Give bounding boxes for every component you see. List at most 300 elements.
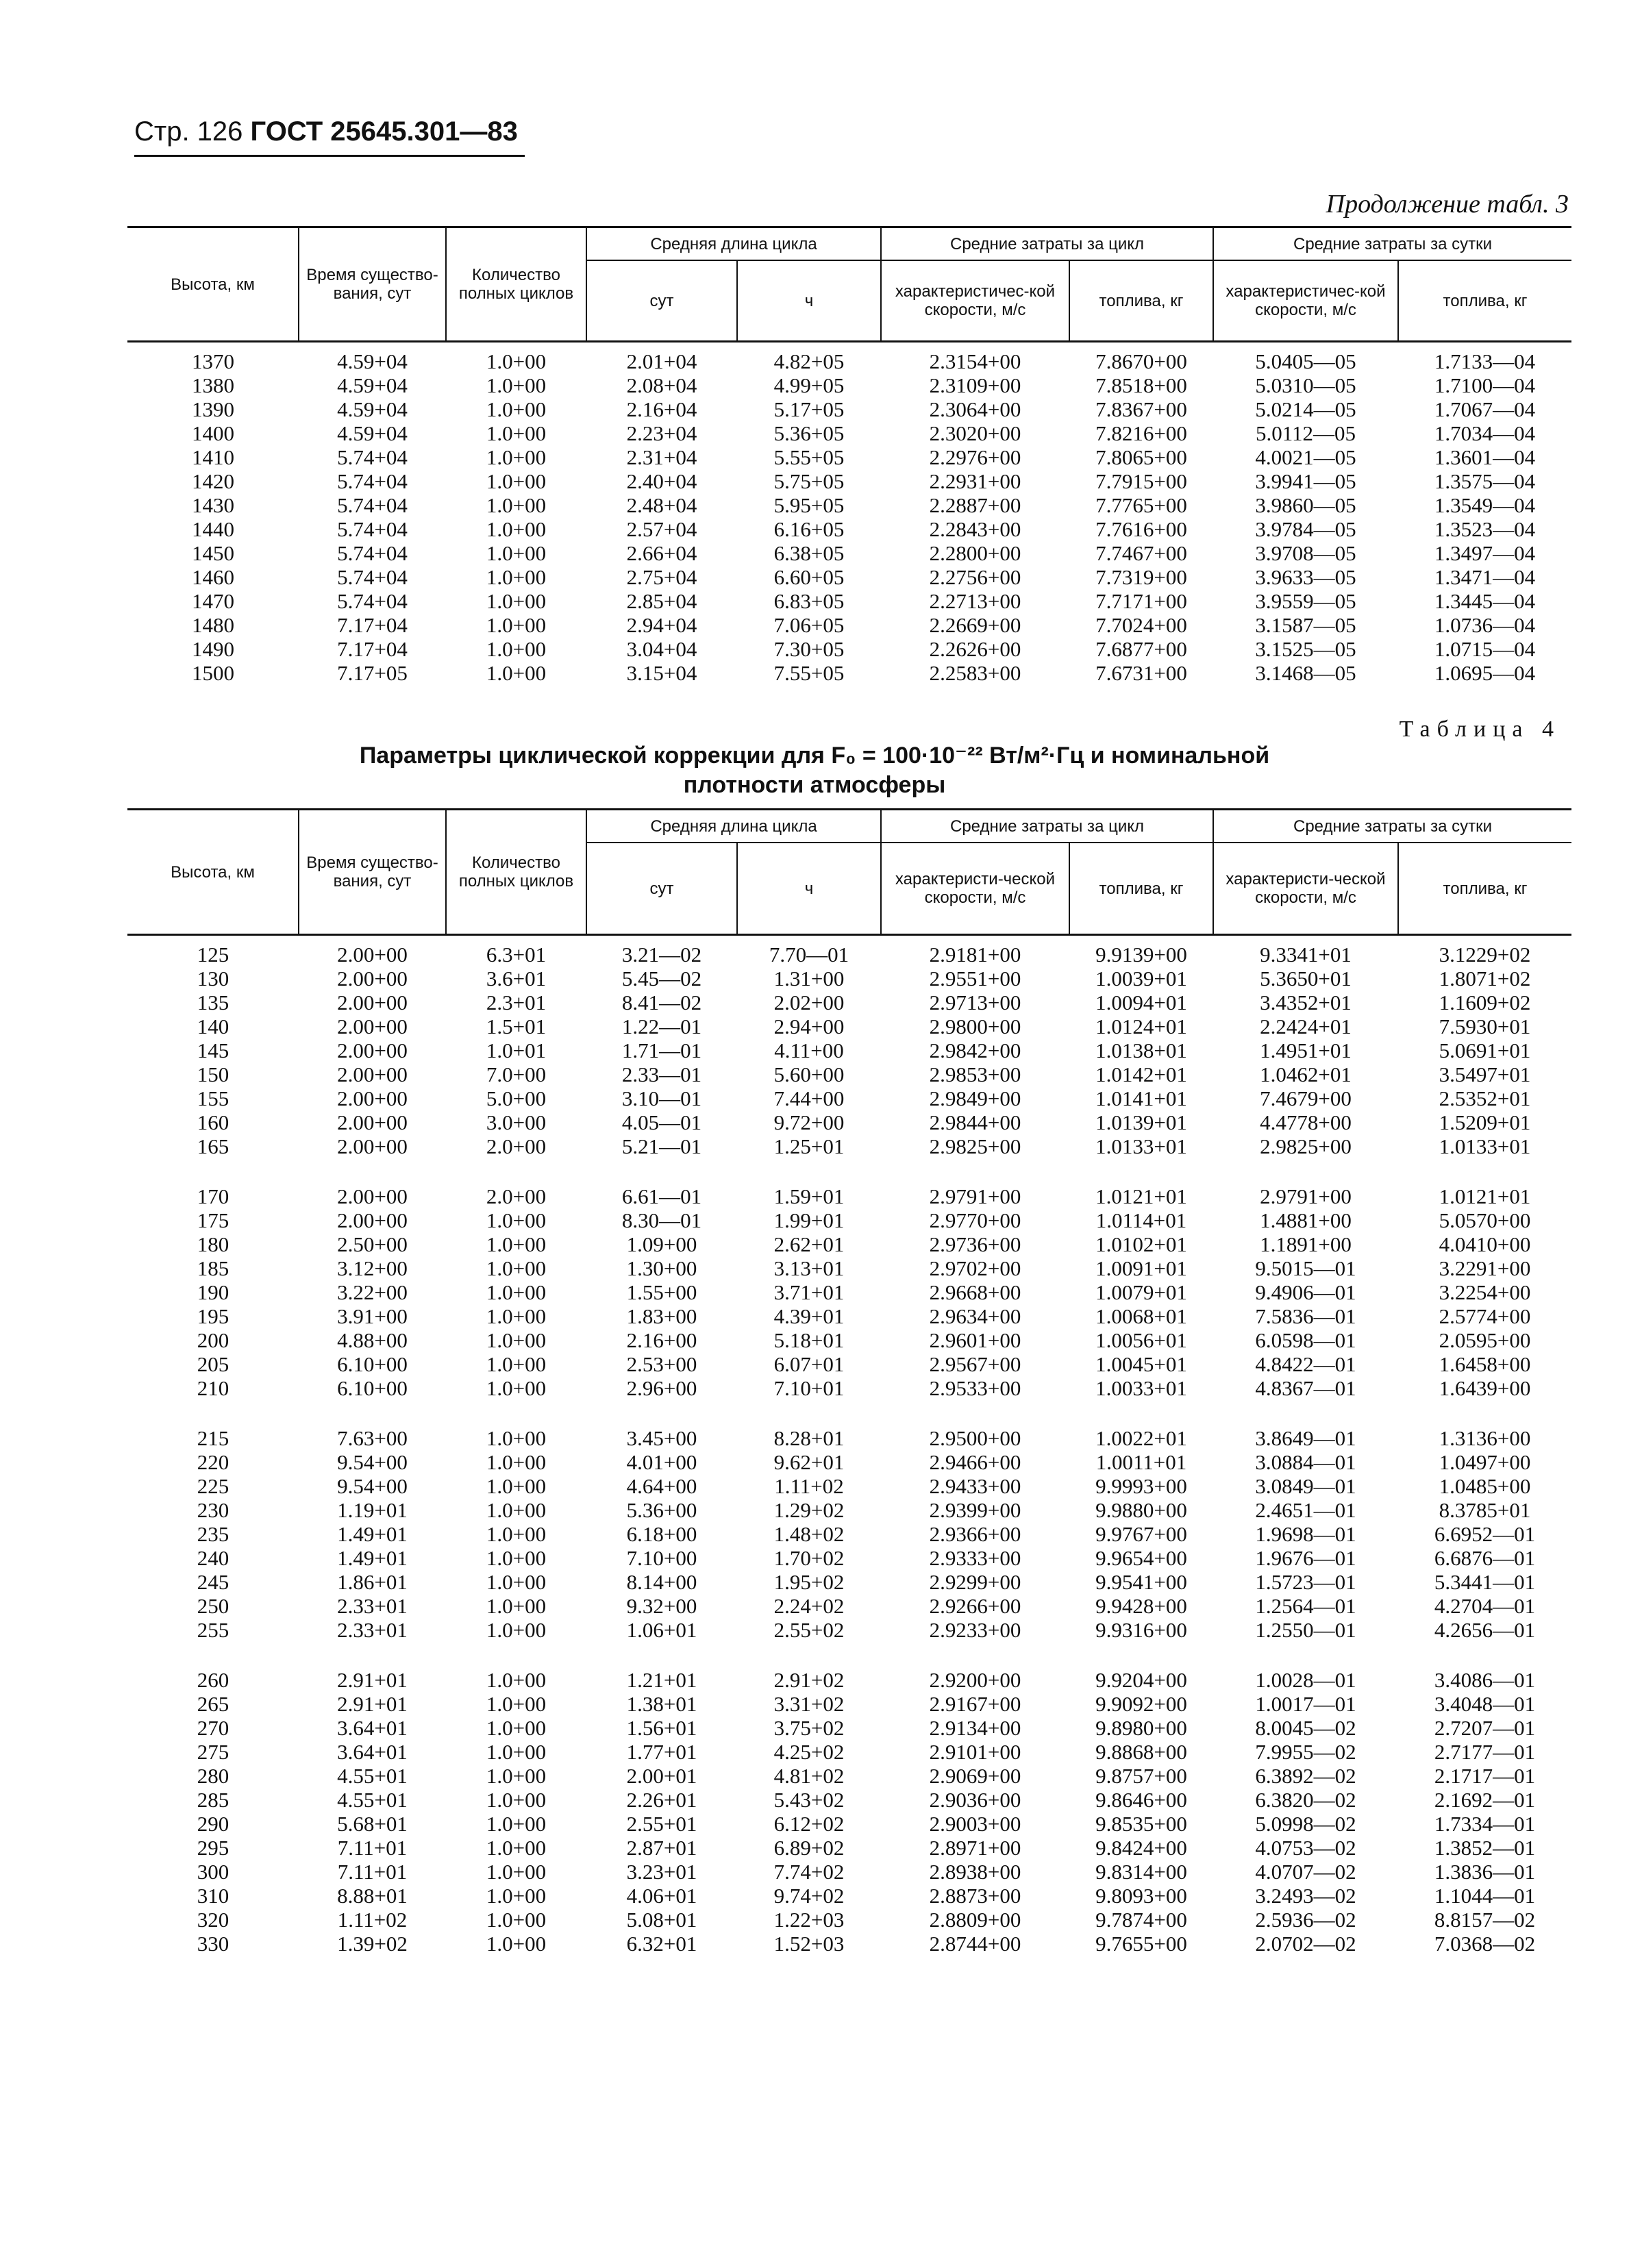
table-cell: 7.8518+00 bbox=[1095, 373, 1187, 397]
table-cell: 9.8314+00 bbox=[1095, 1860, 1187, 1884]
group-spacer bbox=[127, 1642, 1571, 1668]
table-cell: 1.0+00 bbox=[486, 565, 547, 589]
table-cell: 1.30+00 bbox=[626, 1256, 697, 1280]
table-cell: 1.0+00 bbox=[486, 661, 547, 685]
table-cell: 1.0+00 bbox=[486, 637, 547, 661]
table-cell: 2.00+00 bbox=[337, 1134, 408, 1158]
table-row bbox=[127, 1352, 1571, 1376]
table-cell: 3.0+00 bbox=[486, 1110, 547, 1134]
table-cell: 2.02+00 bbox=[773, 990, 845, 1014]
table-cell: 3.91+00 bbox=[337, 1304, 408, 1328]
table-cell: 4.55+01 bbox=[337, 1764, 408, 1788]
table-cell: 3.9633—05 bbox=[1255, 565, 1356, 589]
table-cell: 1.3575—04 bbox=[1434, 469, 1536, 493]
table-cell: 2.9702+00 bbox=[929, 1256, 1021, 1280]
table-cell: 5.0+00 bbox=[486, 1086, 547, 1110]
table-cell: 1.49+01 bbox=[337, 1546, 408, 1570]
table-cell: 2.40+04 bbox=[626, 469, 697, 493]
table-cell: 1.7100—04 bbox=[1434, 373, 1536, 397]
gost-number: ГОСТ 25645.301—83 bbox=[250, 116, 518, 147]
table-cell: 9.9092+00 bbox=[1095, 1692, 1187, 1716]
table-cell: 4.55+01 bbox=[337, 1788, 408, 1812]
table-cell: 1.0736—04 bbox=[1434, 613, 1536, 637]
table-row bbox=[127, 1498, 1571, 1522]
table-cell: 1.0+00 bbox=[486, 1328, 547, 1352]
table-cell: 1.5209+01 bbox=[1439, 1110, 1531, 1134]
table-row bbox=[127, 342, 1571, 374]
table-cell: 9.9204+00 bbox=[1095, 1668, 1187, 1692]
table-cell: 245 bbox=[197, 1570, 229, 1594]
table-cell: 1.22—01 bbox=[621, 1014, 702, 1038]
table-cell: 1.3836—01 bbox=[1434, 1860, 1536, 1884]
table-cell: 4.11+00 bbox=[774, 1038, 844, 1062]
table-cell: 1.29+02 bbox=[773, 1498, 845, 1522]
table-cell: 2.26+01 bbox=[626, 1788, 697, 1812]
col-lifetime: Время существо-вания, сут bbox=[299, 810, 446, 935]
table-cell: 2.57+04 bbox=[626, 517, 697, 541]
table-cell: 3.0849—01 bbox=[1255, 1474, 1356, 1498]
table-cell: 2.55+01 bbox=[626, 1812, 697, 1836]
table-cell: 1.0+00 bbox=[486, 589, 547, 613]
table-cell: 3.9941—05 bbox=[1255, 469, 1356, 493]
table-cell: 2.2713+00 bbox=[929, 589, 1021, 613]
table-cell: 195 bbox=[197, 1304, 229, 1328]
table-row bbox=[127, 1788, 1571, 1812]
table-cell: 5.0998—02 bbox=[1255, 1812, 1356, 1836]
table-cell: 1.0133+01 bbox=[1439, 1134, 1531, 1158]
table-cell: 1460 bbox=[192, 565, 234, 589]
table-cell: 235 bbox=[197, 1522, 229, 1546]
table-cell: 1.0+00 bbox=[486, 1304, 547, 1328]
table-cell: 6.16+05 bbox=[773, 517, 845, 541]
table-cell: 2.8809+00 bbox=[929, 1908, 1021, 1932]
table-cell: 5.74+04 bbox=[337, 589, 408, 613]
table-cell: 1.0+00 bbox=[486, 1618, 547, 1642]
table-cell: 3.0884—01 bbox=[1255, 1450, 1356, 1474]
table-cell: 7.17+05 bbox=[337, 661, 408, 685]
table-row bbox=[127, 373, 1571, 397]
table-cell: 285 bbox=[197, 1788, 229, 1812]
table-cell: 4.0021—05 bbox=[1255, 445, 1356, 469]
table-cell: 1.0+00 bbox=[486, 1716, 547, 1740]
table-cell: 9.8980+00 bbox=[1095, 1716, 1187, 1740]
table-cell: 4.2656—01 bbox=[1434, 1618, 1536, 1642]
table-cell: 5.74+04 bbox=[337, 445, 408, 469]
table-cell: 1.0+00 bbox=[486, 1570, 547, 1594]
col-hours: ч bbox=[737, 260, 881, 342]
table-cell: 1.9698—01 bbox=[1255, 1522, 1356, 1546]
col-char-speed-day: характеристичес-кой скорости, м/с bbox=[1213, 260, 1398, 342]
table-cell: 2.01+04 bbox=[626, 349, 697, 373]
table-3 bbox=[127, 226, 1571, 685]
table-row bbox=[127, 1812, 1571, 1836]
table-cell: 2.9842+00 bbox=[929, 1038, 1021, 1062]
table-row bbox=[127, 637, 1571, 661]
table-cell: 1.0+01 bbox=[486, 1038, 547, 1062]
table-cell: 7.5836—01 bbox=[1255, 1304, 1356, 1328]
col-char-speed-day: характеристи-ческой скорости, м/с bbox=[1213, 843, 1398, 935]
table-cell: 7.63+00 bbox=[337, 1426, 408, 1450]
table-cell: 1.0+00 bbox=[486, 349, 547, 373]
table-row bbox=[127, 967, 1571, 990]
table-cell: 1.0+00 bbox=[486, 397, 547, 421]
table-cell: 7.10+01 bbox=[773, 1376, 845, 1400]
table-cell: 3.9784—05 bbox=[1255, 517, 1356, 541]
table-cell: 1.06+01 bbox=[626, 1618, 697, 1642]
table-cell: 4.0707—02 bbox=[1255, 1860, 1356, 1884]
table-cell: 2.2931+00 bbox=[929, 469, 1021, 493]
table-cell: 1.11+02 bbox=[337, 1908, 408, 1932]
table-cell: 4.05—01 bbox=[621, 1110, 702, 1134]
table-cell: 3.10—01 bbox=[621, 1086, 702, 1110]
table-cell: 2.48+04 bbox=[626, 493, 697, 517]
table-cell: 5.74+04 bbox=[337, 469, 408, 493]
table-cell: 2.00+00 bbox=[337, 990, 408, 1014]
table-cell: 1.3497—04 bbox=[1434, 541, 1536, 565]
table-cell: 2.91+01 bbox=[337, 1692, 408, 1716]
table-row bbox=[127, 1062, 1571, 1086]
table-row bbox=[127, 445, 1571, 469]
table-cell: 255 bbox=[197, 1618, 229, 1642]
table-row bbox=[127, 1304, 1571, 1328]
table-cell: 1.0141+01 bbox=[1095, 1086, 1187, 1110]
table-cell: 2.9825+00 bbox=[929, 1134, 1021, 1158]
table-cell: 5.74+04 bbox=[337, 541, 408, 565]
table-cell: 1.0102+01 bbox=[1095, 1232, 1187, 1256]
table-cell: 1.0+00 bbox=[486, 469, 547, 493]
table-row bbox=[127, 661, 1571, 685]
table-cell: 185 bbox=[197, 1256, 229, 1280]
table-row bbox=[127, 493, 1571, 517]
table-cell: 2.9003+00 bbox=[929, 1812, 1021, 1836]
table-row bbox=[127, 1522, 1571, 1546]
table-cell: 2.9800+00 bbox=[929, 1014, 1021, 1038]
table-cell: 6.07+01 bbox=[773, 1352, 845, 1376]
table-cell: 1.0068+01 bbox=[1095, 1304, 1187, 1328]
table-cell: 9.54+00 bbox=[337, 1474, 408, 1498]
table-row bbox=[127, 541, 1571, 565]
table-cell: 1.0+00 bbox=[486, 613, 547, 637]
table-cell: 2.91+02 bbox=[773, 1668, 845, 1692]
table-row bbox=[127, 1256, 1571, 1280]
table-cell: 2.31+04 bbox=[626, 445, 697, 469]
page-header bbox=[134, 116, 545, 147]
table-cell: 1.0+00 bbox=[486, 421, 547, 445]
table-cell: 9.9541+00 bbox=[1095, 1570, 1187, 1594]
table-cell: 1.2550—01 bbox=[1255, 1618, 1356, 1642]
table-cell: 6.12+02 bbox=[773, 1812, 845, 1836]
table-cell: 1.0142+01 bbox=[1095, 1062, 1187, 1086]
table-cell: 1.0094+01 bbox=[1095, 990, 1187, 1014]
table-cell: 270 bbox=[197, 1716, 229, 1740]
table-row bbox=[127, 935, 1571, 967]
table-cell: 2.9466+00 bbox=[929, 1450, 1021, 1474]
table-cell: 2.0+00 bbox=[486, 1184, 547, 1208]
table-cell: 7.44+00 bbox=[773, 1086, 845, 1110]
table-cell: 5.21—01 bbox=[621, 1134, 702, 1158]
table-cell: 1.3523—04 bbox=[1434, 517, 1536, 541]
table-cell: 145 bbox=[197, 1038, 229, 1062]
table-cell: 265 bbox=[197, 1692, 229, 1716]
table-cell: 1.0121+01 bbox=[1095, 1184, 1187, 1208]
table-cell: 300 bbox=[197, 1860, 229, 1884]
table-cell: 6.3+01 bbox=[486, 943, 547, 967]
table-cell: 2.9713+00 bbox=[929, 990, 1021, 1014]
table-cell: 3.64+01 bbox=[337, 1716, 408, 1740]
table-cell: 5.0691+01 bbox=[1439, 1038, 1531, 1062]
table-cell: 1.9676—01 bbox=[1255, 1546, 1356, 1570]
table-cell: 9.74+02 bbox=[773, 1884, 845, 1908]
table-row bbox=[127, 1740, 1571, 1764]
table-cell: 9.62+01 bbox=[773, 1450, 845, 1474]
table-cell: 1480 bbox=[192, 613, 234, 637]
table-cell: 1430 bbox=[192, 493, 234, 517]
table-cell: 2.00+00 bbox=[337, 1208, 408, 1232]
table-cell: 7.8367+00 bbox=[1095, 397, 1187, 421]
table-cell: 7.7915+00 bbox=[1095, 469, 1187, 493]
table-cell: 3.6+01 bbox=[486, 967, 547, 990]
table-cell: 2.16+00 bbox=[626, 1328, 697, 1352]
group-spacer bbox=[127, 1400, 1571, 1426]
table-cell: 2.2756+00 bbox=[929, 565, 1021, 589]
table-cell: 9.8646+00 bbox=[1095, 1788, 1187, 1812]
table-cell: 2.9069+00 bbox=[929, 1764, 1021, 1788]
table-cell: 3.1587—05 bbox=[1255, 613, 1356, 637]
table-cell: 7.8670+00 bbox=[1095, 349, 1187, 373]
table-row bbox=[127, 1668, 1571, 1692]
table-cell: 1.0+00 bbox=[486, 1376, 547, 1400]
table-cell: 2.9266+00 bbox=[929, 1594, 1021, 1618]
table-cell: 2.85+04 bbox=[626, 589, 697, 613]
table-cell: 1.0+00 bbox=[486, 1352, 547, 1376]
table-row bbox=[127, 1014, 1571, 1038]
table-row bbox=[127, 421, 1571, 445]
table-cell: 250 bbox=[197, 1594, 229, 1618]
table-cell: 1.7334—01 bbox=[1434, 1812, 1536, 1836]
table-cell: 1.11+02 bbox=[774, 1474, 844, 1498]
table-row bbox=[127, 517, 1571, 541]
table-cell: 190 bbox=[197, 1280, 229, 1304]
table-cell: 2.94+00 bbox=[773, 1014, 845, 1038]
table-cell: 7.7319+00 bbox=[1095, 565, 1187, 589]
table-cell: 1370 bbox=[192, 349, 234, 373]
table-cell: 7.8065+00 bbox=[1095, 445, 1187, 469]
table-cell: 7.11+01 bbox=[337, 1836, 408, 1860]
table-cell: 4.59+04 bbox=[337, 349, 408, 373]
table-cell: 230 bbox=[197, 1498, 229, 1522]
table-cell: 1.7067—04 bbox=[1434, 397, 1536, 421]
table-cell: 2.62+01 bbox=[773, 1232, 845, 1256]
table-cell: 2.9825+00 bbox=[1260, 1134, 1352, 1158]
table-row bbox=[127, 397, 1571, 421]
table-cell: 2.9366+00 bbox=[929, 1522, 1021, 1546]
table-row bbox=[127, 1426, 1571, 1450]
table-cell: 1.0+00 bbox=[486, 1256, 547, 1280]
table-cell: 4.64+00 bbox=[626, 1474, 697, 1498]
table-cell: 1.99+01 bbox=[773, 1208, 845, 1232]
table-cell: 2.2626+00 bbox=[929, 637, 1021, 661]
table-cell: 2.08+04 bbox=[626, 373, 697, 397]
table-cell: 4.59+04 bbox=[337, 421, 408, 445]
table4-title-line2: плотности атмосферы bbox=[683, 772, 946, 798]
table-cell: 1.0+00 bbox=[486, 1474, 547, 1498]
table-row bbox=[127, 1134, 1571, 1158]
table-row bbox=[127, 1232, 1571, 1256]
col-fuel-cycle: топлива, кг bbox=[1069, 843, 1213, 935]
table-cell: 1.59+01 bbox=[773, 1184, 845, 1208]
table-cell: 2.5936—02 bbox=[1255, 1908, 1356, 1932]
table-cell: 9.7655+00 bbox=[1095, 1932, 1187, 1956]
table-cell: 5.36+00 bbox=[626, 1498, 697, 1522]
table-cell: 1.1044—01 bbox=[1434, 1884, 1536, 1908]
table-cell: 2.0595+00 bbox=[1439, 1328, 1531, 1352]
table-cell: 3.21—02 bbox=[621, 943, 702, 967]
table-cell: 1.7133—04 bbox=[1434, 349, 1536, 373]
table-cell: 4.39+01 bbox=[773, 1304, 845, 1328]
table-cell: 2.50+00 bbox=[337, 1232, 408, 1256]
table-cell: 1380 bbox=[192, 373, 234, 397]
table-row bbox=[127, 1692, 1571, 1716]
col-days: сут bbox=[586, 260, 737, 342]
table-cell: 1.0+00 bbox=[486, 1932, 547, 1956]
table-cell: 1490 bbox=[192, 637, 234, 661]
table-cell: 5.55+05 bbox=[773, 445, 845, 469]
table-cell: 7.7024+00 bbox=[1095, 613, 1187, 637]
table-cell: 7.70—01 bbox=[769, 943, 849, 967]
table-cell: 7.11+01 bbox=[337, 1860, 408, 1884]
table-cell: 2.2976+00 bbox=[929, 445, 1021, 469]
table-cell: 2.9533+00 bbox=[929, 1376, 1021, 1400]
table-cell: 2.9036+00 bbox=[929, 1788, 1021, 1812]
table-cell: 5.36+05 bbox=[773, 421, 845, 445]
table-cell: 9.5015—01 bbox=[1255, 1256, 1356, 1280]
col-char-speed-cycle: характеристичес-кой скорости, м/с bbox=[881, 260, 1069, 342]
table-row bbox=[127, 990, 1571, 1014]
table4-label: Таблица 4 bbox=[1399, 716, 1560, 742]
table-cell: 4.81+02 bbox=[773, 1764, 845, 1788]
table-cell: 3.22+00 bbox=[337, 1280, 408, 1304]
table-cell: 1.77+01 bbox=[626, 1740, 697, 1764]
table-cell: 1400 bbox=[192, 421, 234, 445]
table-cell: 1.0133+01 bbox=[1095, 1134, 1187, 1158]
table-cell: 5.0310—05 bbox=[1255, 373, 1356, 397]
table-cell: 210 bbox=[197, 1376, 229, 1400]
table-cell: 1.56+01 bbox=[626, 1716, 697, 1740]
table-row bbox=[127, 1328, 1571, 1352]
table-cell: 2.9853+00 bbox=[929, 1062, 1021, 1086]
table-cell: 2.00+00 bbox=[337, 967, 408, 990]
table-cell: 2.24+02 bbox=[773, 1594, 845, 1618]
table-cell: 5.18+01 bbox=[773, 1328, 845, 1352]
table-cell: 2.9500+00 bbox=[929, 1426, 1021, 1450]
table-cell: 6.83+05 bbox=[773, 589, 845, 613]
table-cell: 3.2291+00 bbox=[1439, 1256, 1531, 1280]
table-cell: 7.0368—02 bbox=[1434, 1932, 1536, 1956]
table-cell: 1.25+01 bbox=[773, 1134, 845, 1158]
page-number: Стр. 126 bbox=[134, 116, 243, 147]
table-cell: 2.9634+00 bbox=[929, 1304, 1021, 1328]
table-row bbox=[127, 1038, 1571, 1062]
table-cell: 9.8757+00 bbox=[1095, 1764, 1187, 1788]
table-cell: 6.10+00 bbox=[337, 1376, 408, 1400]
table-cell: 1.3445—04 bbox=[1434, 589, 1536, 613]
table-cell: 1.8071+02 bbox=[1439, 967, 1531, 990]
col-fuel-day: топлива, кг bbox=[1398, 260, 1571, 342]
table-cell: 1.0+00 bbox=[486, 1692, 547, 1716]
table-cell: 225 bbox=[197, 1474, 229, 1498]
table-cell: 8.41—02 bbox=[621, 990, 702, 1014]
table-cell: 7.4679+00 bbox=[1260, 1086, 1352, 1110]
table-cell: 1.7034—04 bbox=[1434, 421, 1536, 445]
table-cell: 9.72+00 bbox=[773, 1110, 845, 1134]
table-cell: 280 bbox=[197, 1764, 229, 1788]
table-cell: 1450 bbox=[192, 541, 234, 565]
table-cell: 5.3650+01 bbox=[1260, 967, 1352, 990]
table-cell: 5.60+00 bbox=[773, 1062, 845, 1086]
table-cell: 3.1525—05 bbox=[1255, 637, 1356, 661]
table-cell: 1.0011+01 bbox=[1095, 1450, 1187, 1474]
table-cell: 7.06+05 bbox=[773, 613, 845, 637]
table-cell: 8.28+01 bbox=[773, 1426, 845, 1450]
table-cell: 5.43+02 bbox=[773, 1788, 845, 1812]
table-cell: 1.0+00 bbox=[486, 1884, 547, 1908]
table-cell: 4.88+00 bbox=[337, 1328, 408, 1352]
table-cell: 7.10+00 bbox=[626, 1546, 697, 1570]
table-cell: 3.1468—05 bbox=[1255, 661, 1356, 685]
table-cell: 8.3785+01 bbox=[1439, 1498, 1531, 1522]
table-cell: 155 bbox=[197, 1086, 229, 1110]
table-cell: 1.48+02 bbox=[773, 1522, 845, 1546]
table-row bbox=[127, 1860, 1571, 1884]
table-cell: 165 bbox=[197, 1134, 229, 1158]
table-cell: 2.3109+00 bbox=[929, 373, 1021, 397]
table-cell: 1.0497+00 bbox=[1439, 1450, 1531, 1474]
table-cell: 1.0139+01 bbox=[1095, 1110, 1187, 1134]
table-cell: 2.00+00 bbox=[337, 1110, 408, 1134]
table-cell: 3.04+04 bbox=[626, 637, 697, 661]
table-cell: 1.0695—04 bbox=[1434, 661, 1536, 685]
table-cell: 1.6458+00 bbox=[1439, 1352, 1531, 1376]
table-cell: 1.0+00 bbox=[486, 1450, 547, 1474]
table-cell: 9.8424+00 bbox=[1095, 1836, 1187, 1860]
table-cell: 1.0+00 bbox=[486, 1280, 547, 1304]
table-cell: 2.00+00 bbox=[337, 943, 408, 967]
table-cell: 2.3+01 bbox=[486, 990, 547, 1014]
table-cell: 8.88+01 bbox=[337, 1884, 408, 1908]
table-cell: 2.23+04 bbox=[626, 421, 697, 445]
table-cell: 2.00+01 bbox=[626, 1764, 697, 1788]
table-cell: 1.0462+01 bbox=[1260, 1062, 1352, 1086]
table-cell: 3.9708—05 bbox=[1255, 541, 1356, 565]
table-cell: 2.91+01 bbox=[337, 1668, 408, 1692]
table-cell: 2.87+01 bbox=[626, 1836, 697, 1860]
table-row bbox=[127, 1932, 1571, 1956]
col-group-cycle-length: Средняя длина цикла bbox=[586, 810, 881, 843]
table-cell: 1.0121+01 bbox=[1439, 1184, 1531, 1208]
table-cell: 1.3136+00 bbox=[1439, 1426, 1531, 1450]
table-cell: 3.64+01 bbox=[337, 1740, 408, 1764]
table-row bbox=[127, 1836, 1571, 1860]
table-cell: 3.31+02 bbox=[773, 1692, 845, 1716]
table-cell: 7.7467+00 bbox=[1095, 541, 1187, 565]
table-cell: 1.2564—01 bbox=[1255, 1594, 1356, 1618]
table-cell: 260 bbox=[197, 1668, 229, 1692]
table-cell: 1.0039+01 bbox=[1095, 967, 1187, 990]
table-cell: 1.83+00 bbox=[626, 1304, 697, 1328]
table-cell: 4.25+02 bbox=[773, 1740, 845, 1764]
table-cell: 310 bbox=[197, 1884, 229, 1908]
table-cell: 9.4906—01 bbox=[1255, 1280, 1356, 1304]
